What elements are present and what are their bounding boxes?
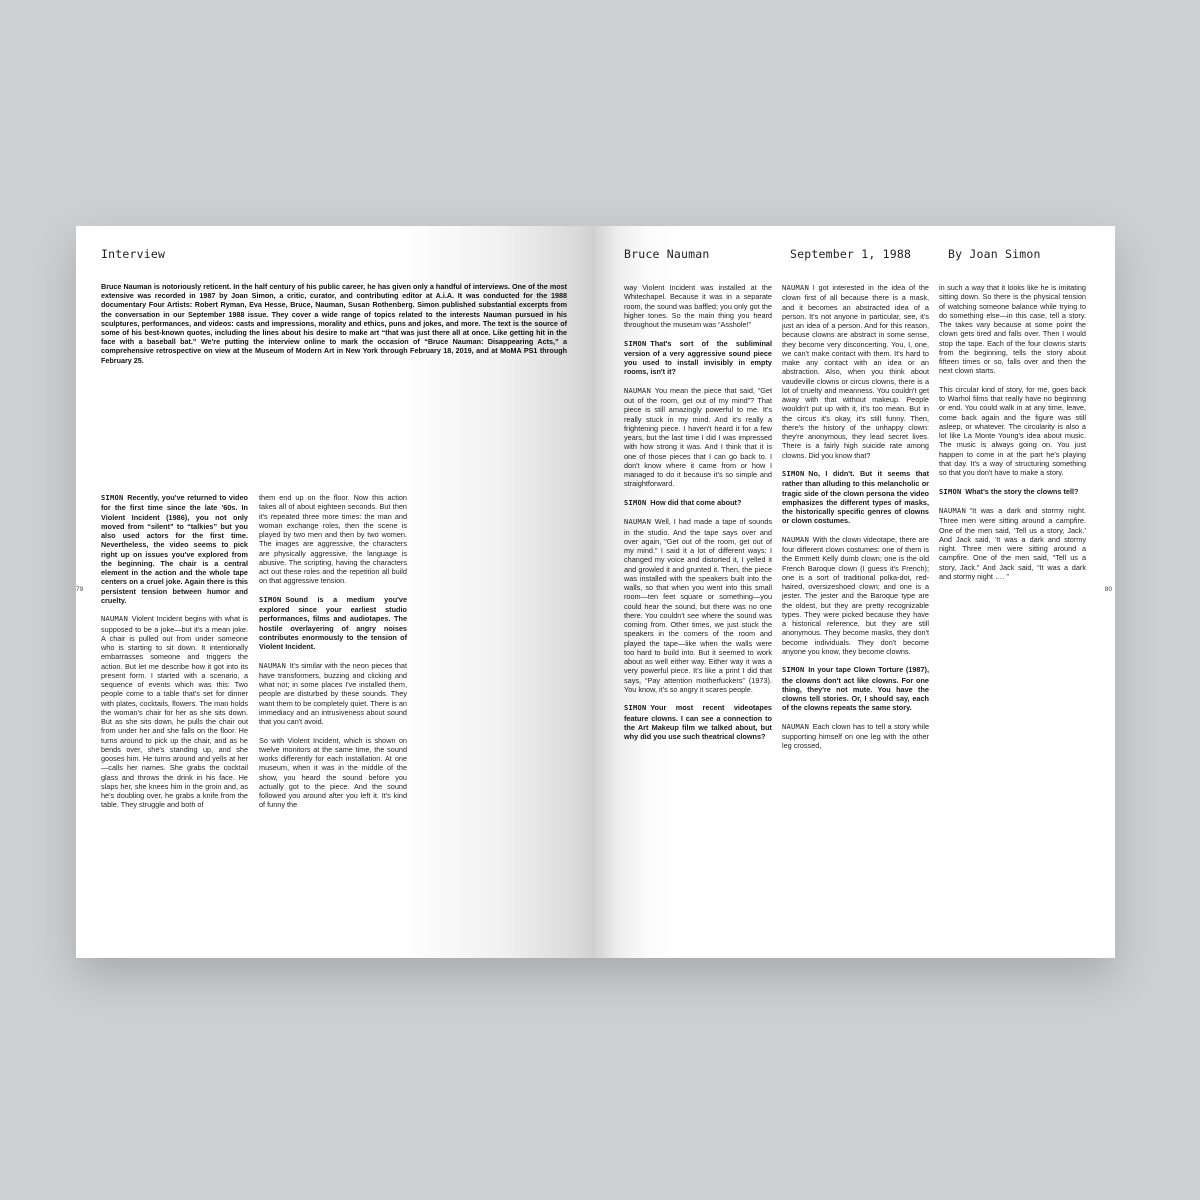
answer-paragraph xyxy=(939,283,1086,376)
answer-paragraph xyxy=(624,517,772,694)
answer-paragraph xyxy=(101,614,248,809)
question-paragraph xyxy=(259,595,407,652)
text-column xyxy=(259,493,407,819)
paragraph-text: Violent Incident begins with what is supposed to be a joke—but it's a mean joke. A chair is pulled out from under someone who is starting to sit down. It intentionally embarrasses someone and triggers the action. But let me describe how it got into its present form. I started with a scenario, a sequence of events which was this: Two people come to a table that's set for dinner with plates, cocktails, flowers. The man holds the woman's chair for her as she sits down. But as she sits down, he pulls the chair out from under her and she falls on the floor. He turns around to pick up the chair, and as he bends over, she's standing up, and she gooses him. He turns around and yells at her—calls her names. She grabs the cocktail glass and throws the drink in his face. He slaps her, she knees him in the groin and, as he's doubling over, he grabs a knife from the table. They struggle and both of xyxy=(101,614,248,810)
answer-paragraph xyxy=(624,386,772,489)
text-column xyxy=(782,283,929,760)
running-head-name: Bruce Nauman xyxy=(624,247,710,261)
right-page xyxy=(595,226,1115,958)
paragraph-text: them end up on the floor. Now this action takes all of about eighteen seconds. But then it's repeated three more times: the man and woman exchange roles, then the scene is played by two men and then by two women. The images are aggressive, the characters are physically aggressive, the language is abusive. The scripting, having the characters act out these roles and the repetition all build on that aggressive tension. xyxy=(259,493,407,586)
speaker-label: NAUMAN xyxy=(782,284,810,292)
paragraph-text: That's sort of the subliminal version of a very aggressive sound piece you used to install invisibly in empty rooms, isn't it? xyxy=(624,338,772,377)
page-number: 79 xyxy=(76,586,84,593)
speaker-label: SIMON xyxy=(259,595,282,604)
section-header: Interview xyxy=(101,247,166,261)
page-number: 80 xyxy=(1104,586,1112,593)
left-page xyxy=(76,226,595,958)
paragraph-text: way Violent Incident was installed at the Whitechapel. Because it was in a separate room, the sound was baffled; you only got the higher tones. So the main thing you heard throughout the museum was “Asshole!” xyxy=(624,283,772,329)
speaker-label: SIMON xyxy=(624,339,647,348)
answer-paragraph xyxy=(259,736,407,810)
question-paragraph xyxy=(782,665,929,712)
text-column xyxy=(939,283,1086,590)
speaker-label: NAUMAN xyxy=(101,615,129,624)
paragraph-text: With the clown videotape, there are four different clown costumes: one of them is the Emmett Kelly dumb clown; one is the old French Baroque clown (I guess it's French); one is a sort of traditional polka-dot, red-haired, oversizeshoed clown; and one is a jester. The jester and the Baroque type are the oldest, but they are pretty recognizable types. They were picked because they have a historical reference, but they are still anonymous. They become masks, they don't become individuals. They don't become anyone you know, they become clowns. xyxy=(782,534,929,656)
paragraph-text: Your most recent videotapes feature clowns. I can see a connection to the Art Makeup film we talked about, but why did you use such theatrical clowns? xyxy=(624,703,772,741)
paragraph-text: This circular kind of story, for me, goes back to Warhol films that really have no beginning or end. You could walk in at any time, leave, come back again and the figure was still asleep, or whatever. The circularity is also a lot like La Monte Young's idea about music. The music is always going on. You just happen to come in at the part he's playing that day. It's a way of structuring something so that you don't have to make a story. xyxy=(939,384,1086,477)
running-head-byline: By Joan Simon xyxy=(948,247,1041,261)
speaker-label: SIMON xyxy=(782,666,805,675)
text-column xyxy=(101,493,248,819)
paragraph-text: In your tape Clown Torture (1987), the clowns don't act like clowns. For one thing, they're not mute. You have the clowns tell stories. Or, I should say, each of the clowns repeats the same story. xyxy=(782,665,929,713)
speaker-label: SIMON xyxy=(624,704,647,713)
question-paragraph xyxy=(101,493,248,605)
answer-paragraph xyxy=(939,506,1086,581)
magazine-spread xyxy=(76,226,1115,958)
question-paragraph xyxy=(624,703,772,741)
speaker-label: SIMON xyxy=(624,498,647,507)
running-head-date: September 1, 1988 xyxy=(790,247,912,261)
speaker-label: SIMON xyxy=(939,487,962,496)
paragraph-text: Well, I had made a tape of sounds in the studio. And the tape says over and over again, “Get out of the room, get out of my mind.” I said it a lot of different ways: I changed my voice and distorted it, I yelled it and growled it and grunted it. Then, the piece was installed with the speakers built into the walls, so that when you went into this small room—ten feet square or something—you could hear the sound, but there was no one there. You couldn't see where the sound was coming from. Other times, we just stuck the speakers in the corners of the room and played the tape—like when the walls were too hard to build into. But it seemed to work about as well either way. Either way it was a very powerful piece. It's like a print I did that says, “Pay attention motherfuckers” (1973). You know, it's so angry it scares people. xyxy=(624,517,772,694)
paragraph-text: It's similar with the neon pieces that have transformers, buzzing and clicking and what not; in some places I've installed them, people are disturbed by these sounds. They want them to be completely quiet. There is an immediacy and an intrusiveness about sound that you can't avoid. xyxy=(259,660,407,726)
answer-paragraph xyxy=(782,722,929,751)
text-column xyxy=(624,283,772,751)
answer-paragraph xyxy=(259,493,407,586)
paragraph-text: in such a way that it looks like he is imitating sitting down. So there is the physical tension of watching someone balance while trying to do something else—in this case, tell a story. The takes vary because at some point the clown gets tired and falls over. Then I would stop the tape. Each of the four clowns starts from the beginning, tells the story about fifteen times or so, falls over and then the next clown starts. xyxy=(939,283,1086,376)
answer-paragraph xyxy=(939,385,1086,478)
intro-paragraph: Bruce Nauman is notoriously reticent. In the half century of his public career, he has given only a handful of interviews. One of the most extensive was recorded in 1987 by Joan Simon, a critic, curator, and contributing editor at A.i.A. It was conducted for the 1988 documentary Four Artists: Robert Ryman, Eva Hesse, Bruce, Nauman, Susan Rothenberg. Simon published substantial excerpts from the conversation in our September 1988 issue. They cover a wide range of topics related to the interests Nauman pursued in his sculptures, performances, and videos: casts and impressions, morality and ethics, puns and jokes, and more. The text is the source of some of his best-known quotes, including the lines about his desire to make art “that was just there all at once. Like getting hit in the face with a baseball bat.” We're putting the interview online to mark the occasion of “Bruce Nauman: Disappearing Acts,” a comprehensive retrospective on view at the Museum of Modern Art in New York through February 18, 2019, and at MoMA PS1 through February 25. xyxy=(101,282,567,365)
paragraph-text: Sound is a medium you've explored since your earliest studio performances, films and audiotapes. The hostile overlayering of angry noises contributes enormously to the tension of Violent Incident. xyxy=(259,594,407,651)
question-paragraph xyxy=(624,339,772,377)
speaker-label: NAUMAN xyxy=(624,518,652,527)
paragraph-text: No, I didn't. But it seems that rather than alluding to this melancholic or tragic side of the clown persona the video emphasizes the different types of masks, the historically specific genres of clowns or clown costumes. xyxy=(782,469,929,526)
question-paragraph xyxy=(782,469,929,526)
paragraph-text: What's the story the clowns tell? xyxy=(965,486,1079,496)
speaker-label: NAUMAN xyxy=(782,722,810,731)
speaker-label: NAUMAN xyxy=(259,661,287,670)
speaker-label: NAUMAN xyxy=(939,507,967,515)
paragraph-text: You mean the piece that said, “Get out of the room, get out of my mind”? That piece is still amazingly powerful to me. It's really stuck in my mind. And it's really a frightening piece. I haven't heard it for a few years, but the last time I did I was impressed with how strong it was. And I think that it is one of those pieces that I can go back to. I don't know where it came from or how I managed to do it because it's so simple and straightforward. xyxy=(624,385,772,489)
paragraph-text: So with Violent Incident, which is shown on twelve monitors at the same time, the sound works differently for each installation. At one museum, when it was in the middle of the show, you heard the sound before you actually got to the piece. And the sound followed you around after you left it. It's kind of funny the xyxy=(259,735,407,810)
answer-paragraph xyxy=(782,535,929,656)
answer-paragraph xyxy=(624,283,772,329)
paragraph-text: Each clown has to tell a story while supporting himself on one leg with the other leg crossed, xyxy=(782,721,929,751)
answer-paragraph xyxy=(259,661,407,727)
speaker-label: NAUMAN xyxy=(624,386,652,395)
speaker-label: NAUMAN xyxy=(782,535,810,544)
paragraph-text: “It was a dark and stormy night. Three men were sitting around a campfire. One of the men said, ‘Tell us a story, Jack.’ And Jack said, ‘It was a dark and stormy night. Three men were sitting around a campfire. One of the men said, “Tell us a story, Jack.” And Jack said, “It was a dark and stormy night …. ” xyxy=(939,506,1086,581)
answer-paragraph xyxy=(782,283,929,460)
paragraph-text: Recently, you've returned to video for the first time since the late '60s. In Violent Incident (1986), you not only moved from “silent” to “talkies” but you also used actors for the first time. Nevertheless, the video seems to pick right up on issues you've explored from the beginning. The chair is a central element in the action and the whole tape centers on a cruel joke. Again there is this persistent tension between humor and cruelty. xyxy=(101,493,248,605)
speaker-label: SIMON xyxy=(782,470,805,478)
question-paragraph xyxy=(624,498,772,508)
paragraph-text: I got interested in the idea of the clown first of all because there is a mask, and it becomes an abstracted idea of a person. It's not anyone in particular, see, it's just an idea of a person. And for this reason, because clowns are abstract in some sense, they become very disconcerting. You, I, one, we can't make contact with them. It's hard to make any contact with an idea or an abstraction. Also, when you think about vaudeville clowns or circus clowns, there is a lot of cruelty and meanness. You couldn't get away with that without makeup. People wouldn't put up with it, it's too mean. But in the circus it's okay, it's still funny. Then, there's the history of the unhappy clown: they're anonymous, they lead secret lives. There is a fairly high suicide rate among clowns. Did you know that? xyxy=(782,283,929,460)
paragraph-text: How did that come about? xyxy=(650,497,742,507)
speaker-label: SIMON xyxy=(101,494,124,502)
question-paragraph xyxy=(939,487,1086,497)
